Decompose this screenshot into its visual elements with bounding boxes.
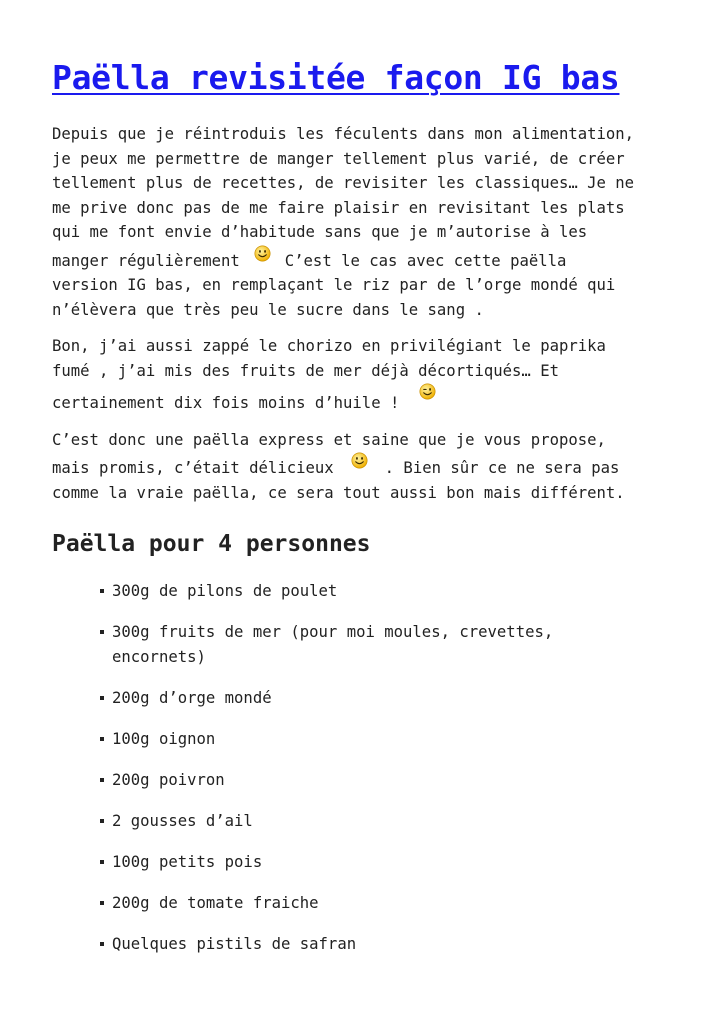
text-segment: manger régulièrement [52, 251, 240, 270]
list-item-text: 300g de pilons de poulet [112, 582, 338, 600]
bullet-icon [100, 696, 104, 700]
bullet-icon [100, 860, 104, 864]
text-line: C’est donc une paëlla express et saine que je vous propose, [52, 430, 606, 449]
text-line [52, 245, 672, 274]
text-segment: mais promis, c’était délicieux [52, 459, 334, 477]
article-title [52, 56, 672, 100]
bullet-icon [100, 819, 104, 823]
list-item [100, 932, 672, 957]
ingredients-heading: Paëlla pour 4 personnes [52, 531, 371, 557]
text-line: Bon, j’ai aussi zappé le chorizo en privilégiant le paprika [52, 337, 606, 355]
text-line [52, 383, 672, 416]
text-segment: . Bien sûr ce ne sera pas [384, 459, 620, 477]
list-item [100, 891, 672, 916]
list-item-text: encornets) [112, 647, 206, 666]
list-item-text: 300g fruits de mer (pour moi moules, crevettes, [112, 623, 554, 641]
smile-emoji-icon [254, 245, 271, 262]
text-line: qui me font envie d’habitude sans que je m’autorise à les [52, 223, 588, 241]
text-line: version IG bas, en remplaçant le riz par de l’orge mondé qui [52, 276, 616, 294]
list-item [100, 686, 672, 711]
list-item-text: 200g d’orge mondé [112, 688, 272, 707]
bullet-icon [100, 589, 104, 593]
intro-paragraph [52, 122, 672, 322]
list-item [100, 579, 672, 604]
ingredients-list [52, 579, 672, 956]
list-item [100, 620, 672, 669]
article-title-link[interactable]: Paëlla revisitée façon IG bas [52, 58, 620, 97]
bullet-icon [100, 630, 104, 634]
text-segment: certainement dix fois moins d’huile ! [52, 394, 400, 412]
article [52, 56, 672, 973]
list-item-text: 2 gousses d’ail [112, 811, 253, 830]
text-line [52, 452, 672, 481]
list-item-text: 200g poivron [112, 770, 225, 789]
list-item-text: Quelques pistils de safran [112, 934, 357, 953]
bullet-icon [100, 737, 104, 741]
smile-emoji-icon [351, 452, 368, 469]
second-paragraph [52, 334, 672, 416]
text-line: tellement plus de recettes, de revisiter les classiques… Je ne [52, 174, 635, 192]
text-line: comme la vraie paëlla, ce sera tout aussi bon mais différent. [52, 483, 625, 502]
text-line: fumé , j’ai mis des fruits de mer déjà décortiqués… Et [52, 361, 559, 380]
list-item [100, 768, 672, 793]
list-item [100, 850, 672, 875]
text-line: n’élèvera que très peu le sucre dans le sang . [52, 300, 484, 319]
wink-emoji-icon [419, 383, 436, 400]
bullet-icon [100, 778, 104, 782]
list-item-text: 100g petits pois [112, 852, 263, 871]
bullet-icon [100, 942, 104, 946]
list-item-text: 100g oignon [112, 729, 216, 748]
text-line: Depuis que je réintroduis les féculents dans mon alimentation, [52, 125, 635, 143]
text-segment: C’est le cas avec cette paëlla [284, 251, 567, 270]
list-item [100, 727, 672, 752]
bullet-icon [100, 901, 104, 905]
list-item [100, 809, 672, 834]
text-line: je peux me permettre de manger tellement plus varié, de créer [52, 149, 625, 168]
text-line: me prive donc pas de me faire plaisir en revisitant les plats [52, 198, 625, 217]
third-paragraph [52, 428, 672, 506]
list-item-text: 200g de tomate fraiche [112, 893, 319, 912]
